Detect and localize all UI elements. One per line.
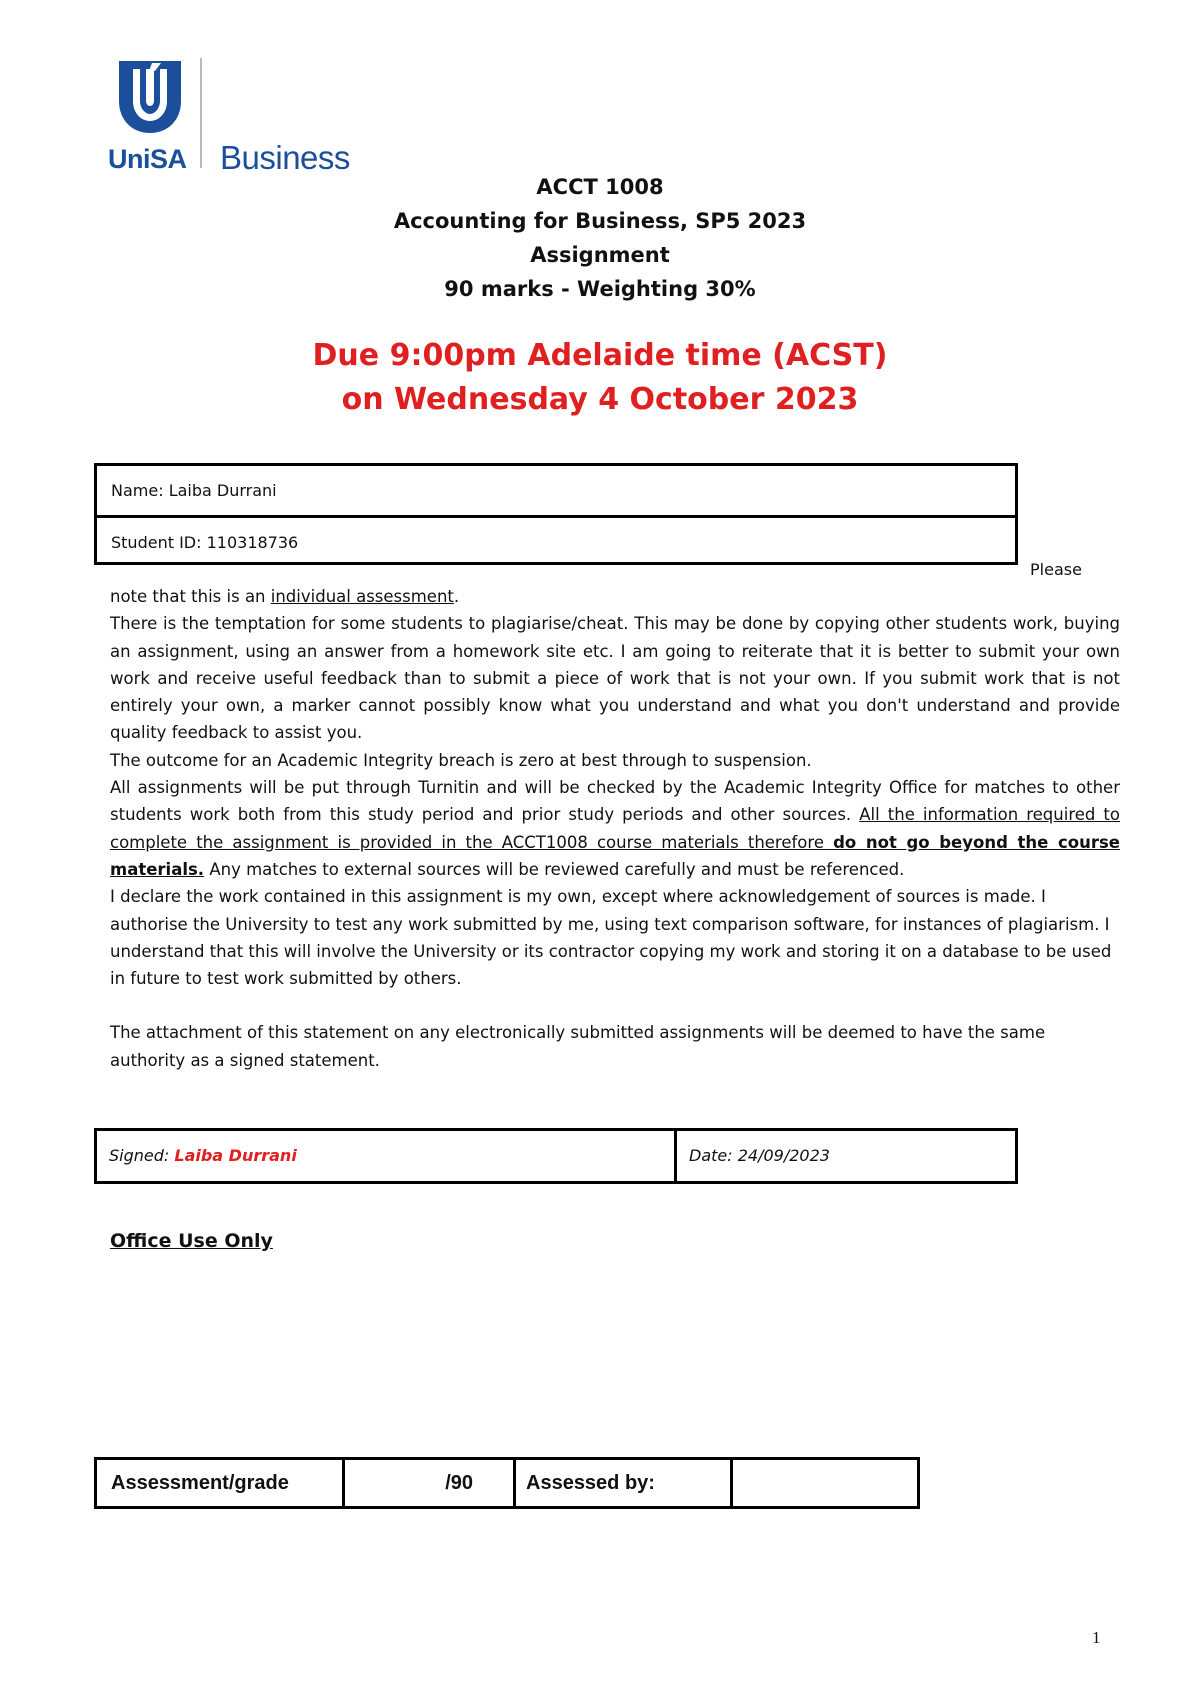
unisa-business-logo xyxy=(108,52,350,176)
signed-name: Laiba Durrani xyxy=(174,1146,297,1165)
text-span: All assignments will be put through Turnitin and will be checked by the Academic Integrity Office for matches to other students work both from this study period and prior study periods and other sources. xyxy=(110,778,1120,825)
name-row xyxy=(97,466,1015,518)
student-id-row xyxy=(97,518,1015,567)
signed-date: 24/09/2023 xyxy=(737,1146,830,1165)
marks-weighting: 90 marks - Weighting 30% xyxy=(444,277,756,301)
paragraph-outcome: The outcome for an Academic Integrity breach is zero at best through to suspension. xyxy=(110,750,812,770)
student-id: 110318736 xyxy=(206,533,299,552)
spacer xyxy=(110,992,1120,1019)
text-span: note that this is an xyxy=(110,587,271,606)
document-type: Assignment xyxy=(530,243,670,267)
course-code: ACCT 1008 xyxy=(536,175,664,199)
name-label: Name: xyxy=(111,481,169,500)
text-span: Any matches to external sources will be reviewed carefully and must be referenced. xyxy=(204,859,905,879)
due-line-2: on Wednesday 4 October 2023 xyxy=(341,382,859,417)
unisa-u-logo xyxy=(115,57,185,135)
student-name: Laiba Durrani xyxy=(168,481,277,500)
assessment-table xyxy=(94,1457,920,1509)
signed-label: Signed: xyxy=(109,1146,175,1165)
paragraph-temptation: There is the temptation for some students to plagiarise/cheat. This may be done by copying other students work, buying an assignment, using an answer from a homework site etc. I am going to reiterate that it is better to submit your own work and receive useful feedback than to submit a piece of work that is not your own. If you submit work that is not entirely your own, a marker cannot possibly know what you understand and what you don't understand and provide quality feedback to assist you. xyxy=(110,614,1120,743)
assessed-by-label: Assessed by: xyxy=(516,1460,733,1506)
due-date-notice xyxy=(0,334,1200,422)
paragraph-declaration: I declare the work contained in this assignment is my own, except where acknowledgement of sources is made. I authorise the University to test any work submitted by me, using text comparison software, for instances of plagiarism. I understand that this will involve the University or its contractor copying my work and storing it on a database to be used in future to test work submitted by others. xyxy=(110,887,1112,989)
integrity-statement xyxy=(110,583,1120,1074)
signed-cell xyxy=(97,1131,677,1181)
please-word: Please xyxy=(1030,560,1082,579)
text-span: . xyxy=(453,587,460,606)
paragraph-attachment: The attachment of this statement on any electronically submitted assignments will be deemed to have the same authority as a signed statement. xyxy=(110,1023,1046,1070)
do-not-go-beyond-text: do not go beyond the course materials. xyxy=(110,832,1120,879)
document-heading xyxy=(0,170,1200,306)
logo-divider xyxy=(200,58,202,168)
page-number: 1 xyxy=(1092,1628,1101,1647)
assessor-cell xyxy=(733,1460,917,1506)
logo-unisa-text: UniSA xyxy=(108,144,187,174)
individual-assessment-text: individual assessment xyxy=(270,587,454,606)
course-title: Accounting for Business, SP5 2023 xyxy=(393,209,807,233)
assessment-grade-label: Assessment/grade xyxy=(97,1460,345,1506)
course-materials-text: All the information required to complete the assignment is provided in the ACCT1008 course materials therefore xyxy=(110,805,1120,852)
logo-business-text: Business xyxy=(220,139,350,176)
paragraph-turnitin xyxy=(110,774,1120,883)
paragraph-individual xyxy=(110,583,1120,610)
grade-total: /90 xyxy=(345,1460,516,1506)
office-use-only-heading: Office Use Only xyxy=(110,1230,273,1252)
date-cell xyxy=(677,1131,1015,1181)
signature-box xyxy=(94,1128,1018,1184)
student-id-label: Student ID: xyxy=(111,533,207,552)
date-label: Date: xyxy=(689,1146,738,1165)
due-line-1: Due 9:00pm Adelaide time (ACST) xyxy=(312,338,888,373)
student-details-box xyxy=(94,463,1018,565)
